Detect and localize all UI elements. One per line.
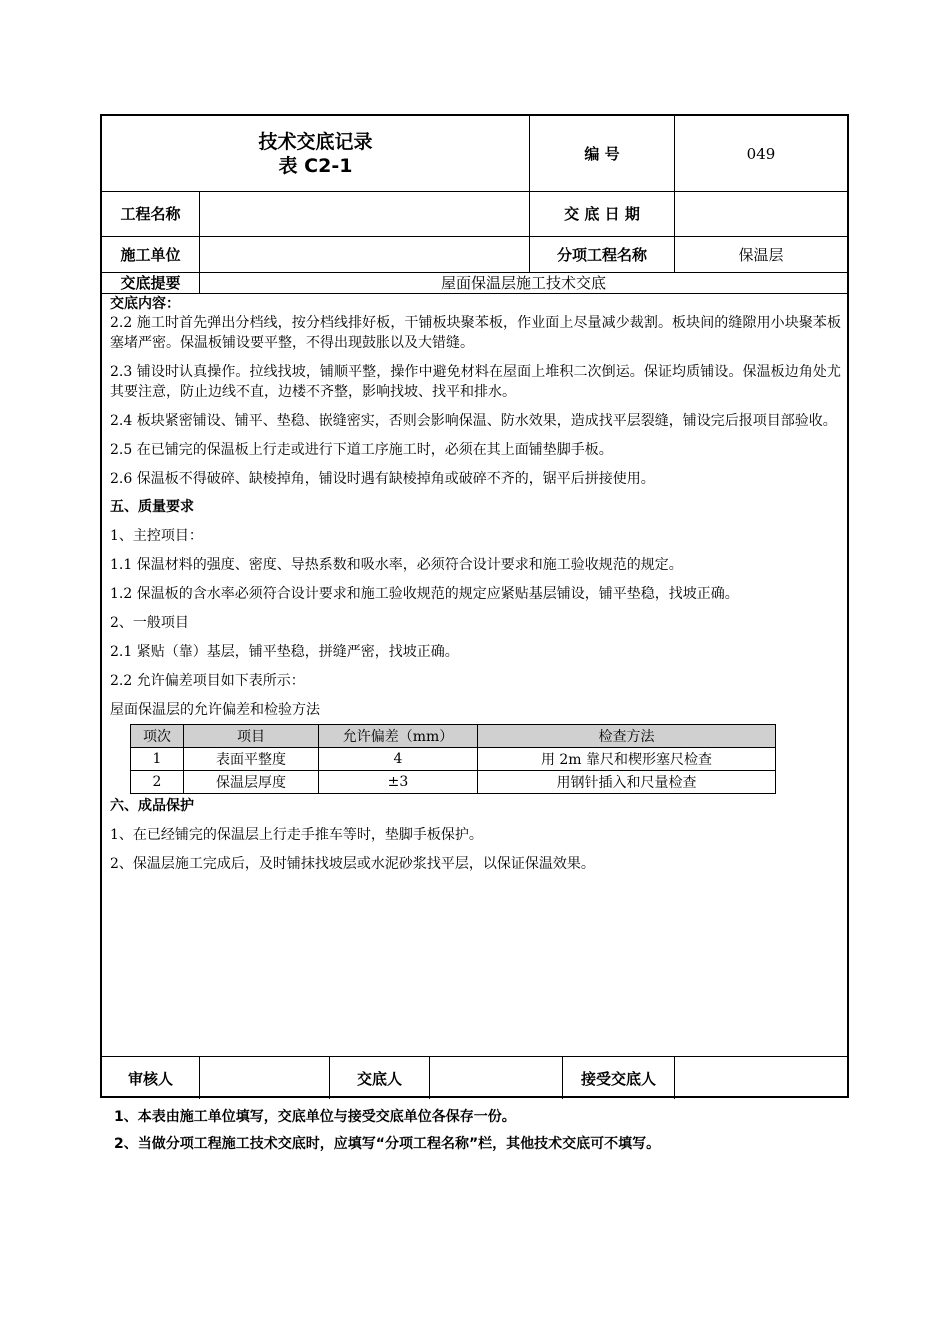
- table-header: 项次: [131, 725, 184, 748]
- discloser-field[interactable]: [430, 1057, 563, 1099]
- header-row: [102, 116, 847, 192]
- protection-line: 2、保温层施工完成后，及时铺抹找坡层或水泥砂浆找平层，以保证保温效果。: [110, 856, 595, 872]
- content-paragraph: 2.2 施工时首先弹出分档线，按分档线排好板，干铺板块聚苯板，作业面上尽量减少裁割。板块间的缝隙用小块聚苯板塞堵严密。保温板铺设要平整，不得出现鼓胀以及大错缝。: [110, 315, 841, 351]
- quality-line: 1.1 保温材料的强度、密度、导热系数和吸水率，必须符合设计要求和施工验收规范的规定。: [110, 557, 683, 573]
- project-row: [102, 191, 847, 237]
- protection-line: 1、在已经铺完的保温层上行走手推车等时，垫脚手板保护。: [110, 827, 483, 843]
- content-paragraph: 2.5 在已铺完的保温板上行走或进行下道工序施工时，必须在其上面铺垫脚手板。: [110, 442, 613, 458]
- section-quality-title: 五、质量要求: [110, 499, 194, 515]
- content-paragraph: 2.6 保温板不得破碎、缺棱掉角，铺设时遇有缺棱掉角或破碎不齐的，锯平后拼接使用。: [110, 471, 655, 487]
- tolerance-table-caption: 屋面保温层的允许偏差和检验方法: [110, 702, 320, 718]
- discloser-label: 交底人: [330, 1057, 430, 1099]
- table-header: 检查方法: [478, 725, 776, 748]
- content-paragraph: 2.3 铺设时认真操作。拉线找坡，铺顺平整，操作中避免材料在屋面上堆积二次倒运。保证均质铺设。保温板边角处尤其要注意，防止边线不直，边楼不齐整，影响找坡、找平和排水。: [110, 364, 841, 400]
- subproject-label: 分项工程名称: [530, 236, 675, 272]
- table-header: 允许偏差（mm）: [319, 725, 478, 748]
- contractor-field[interactable]: [200, 236, 530, 272]
- quality-line: 2.2 允许偏差项目如下表所示：: [110, 673, 305, 689]
- number-label: 编 号: [530, 116, 675, 191]
- receiver-label: 接受交底人: [563, 1057, 675, 1099]
- number-value: 049: [746, 144, 776, 163]
- disclosure-form: [100, 114, 849, 1098]
- summary-label: 交底提要: [102, 272, 200, 293]
- tolerance-table: [130, 724, 776, 794]
- date-field[interactable]: [675, 191, 847, 236]
- reviewer-field[interactable]: [200, 1057, 330, 1099]
- table-row: [131, 748, 776, 771]
- table-cell: 4: [319, 748, 478, 771]
- table-cell: 用钢针插入和尺量检查: [478, 771, 776, 794]
- summary-row: [102, 272, 847, 294]
- date-label: 交 底 日 期: [530, 191, 675, 236]
- table-cell: 2: [131, 771, 184, 794]
- table-row: [131, 771, 776, 794]
- form-notes: [114, 1104, 660, 1158]
- subproject-field[interactable]: 保温层: [738, 245, 784, 264]
- project-name-label: 工程名称: [102, 191, 200, 236]
- table-cell: 保温层厚度: [184, 771, 319, 794]
- signature-row: [102, 1056, 847, 1099]
- contractor-label: 施工单位: [102, 236, 200, 272]
- form-title: 技术交底记录: [258, 130, 373, 153]
- quality-line: 2.1 紧贴（靠）基层，铺平垫稳，拼缝严密，找坡正确。: [110, 644, 459, 660]
- table-cell: 表面平整度: [184, 748, 319, 771]
- quality-line: 2、一般项目: [110, 615, 189, 631]
- project-name-field[interactable]: [200, 191, 530, 236]
- note-line: 2、当做分项工程施工技术交底时，应填写“分项工程名称”栏，其他技术交底可不填写。: [114, 1136, 661, 1152]
- reviewer-label: 审核人: [102, 1057, 200, 1099]
- receiver-field[interactable]: [675, 1057, 847, 1099]
- disclosure-content: [110, 296, 841, 874]
- quality-line: 1.2 保温板的含水率必须符合设计要求和施工验收规范的规定应紧贴基层铺设，铺平垫稳，找坡正确。: [110, 586, 739, 602]
- table-header-row: [131, 725, 776, 748]
- summary-field[interactable]: 屋面保温层施工技术交底: [440, 274, 606, 292]
- note-line: 1、本表由施工单位填写，交底单位与接受交底单位各保存一份。: [114, 1109, 516, 1125]
- section-protection-title: 六、成品保护: [110, 798, 194, 814]
- title-cell: [102, 116, 530, 191]
- form-number-code: 表 C2-1: [278, 154, 353, 177]
- quality-line: 1、主控项目：: [110, 528, 203, 544]
- content-heading: 交底内容：: [110, 296, 180, 312]
- table-cell: ±3: [319, 771, 478, 794]
- contractor-row: [102, 236, 847, 273]
- table-header: 项目: [184, 725, 319, 748]
- content-paragraph: 2.4 板块紧密铺设、铺平、垫稳、嵌缝密实，否则会影响保温、防水效果，造成找平层裂缝，铺设完后报项目部验收。: [110, 413, 837, 429]
- table-cell: 用 2m 靠尺和楔形塞尺检查: [478, 748, 776, 771]
- table-cell: 1: [131, 748, 184, 771]
